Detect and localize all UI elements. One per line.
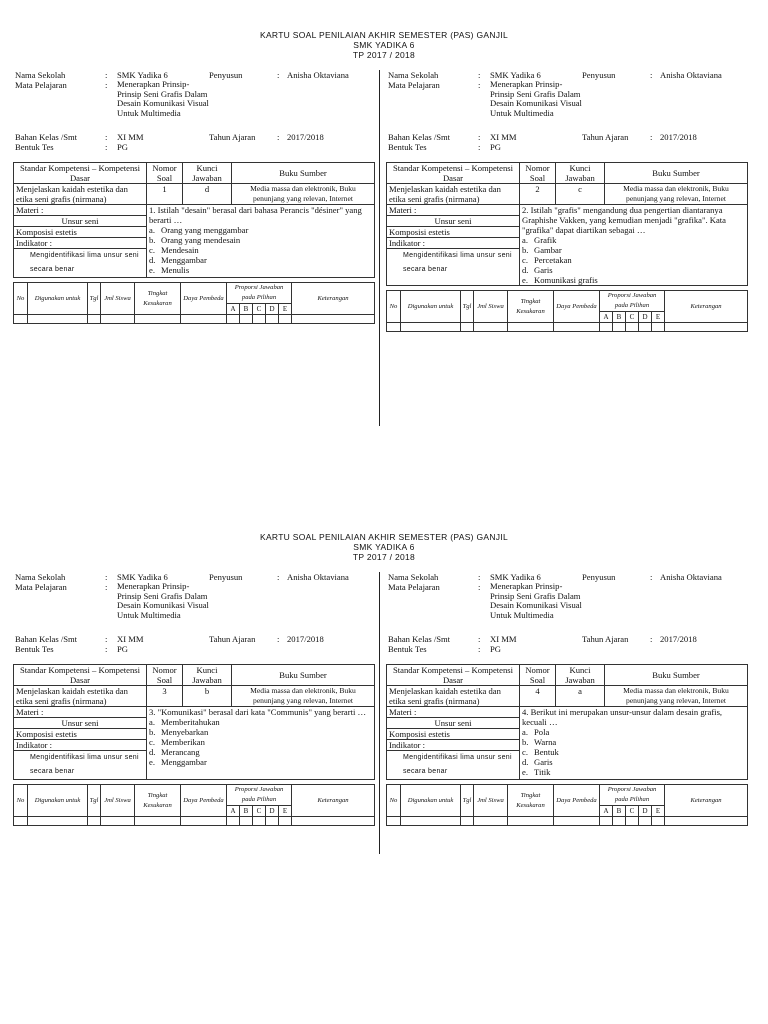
materi-table	[386, 707, 748, 780]
colon: :	[277, 572, 280, 582]
kompetensi-table	[13, 162, 375, 205]
col-a: A	[227, 806, 240, 817]
card-meta	[386, 70, 748, 162]
option-a	[522, 727, 745, 737]
value-nama-sekolah: SMK Yadika 6	[117, 572, 168, 582]
colon: :	[478, 634, 481, 644]
value-mata-pelajaran: Menerapkan Prinsip-Prinsip Seni Grafis Dalam Desain Komunikasi Visual Untuk Multimedia	[117, 581, 209, 620]
label-tahun-ajaran: Tahun Ajaran	[582, 634, 629, 644]
col-a: A	[227, 304, 240, 315]
colon: :	[478, 70, 481, 80]
col-keterangan: Keterangan	[292, 283, 375, 315]
header-kompetensi: Standar Kompetensi – Kompetensi Dasar	[14, 163, 147, 184]
kompetensi-table	[386, 664, 748, 707]
option-text: Orang yang mendesain	[161, 235, 241, 245]
col-no: No	[387, 785, 401, 817]
kunci-jawaban: b	[183, 686, 232, 707]
table-row	[387, 323, 748, 332]
header-kunci-jawaban: Kunci Jawaban	[183, 163, 232, 184]
col-tingkat-kesukaran: Tingkat Kesukaran	[508, 785, 554, 817]
indikator-label: Indikator :	[387, 740, 519, 751]
option-text: Menggambar	[161, 757, 207, 767]
label-bentuk-tes: Bentuk Tes	[388, 644, 427, 654]
col-tgl: Tgl	[88, 785, 101, 817]
option-letter: b.	[522, 245, 529, 255]
indikator-label: Indikator :	[387, 238, 519, 249]
value-bahan-kelas: XI MM	[490, 634, 517, 644]
analysis-table	[13, 784, 375, 826]
materi-indikator-cell	[387, 707, 520, 780]
option-text: Warna	[534, 737, 557, 747]
materi-label: Materi :	[387, 707, 519, 718]
option-text: Merancang	[161, 747, 200, 757]
colon: :	[650, 634, 653, 644]
option-list	[149, 717, 372, 767]
option-letter: d.	[149, 747, 156, 757]
colon: :	[650, 132, 653, 142]
colon: :	[478, 80, 481, 90]
label-tahun-ajaran: Tahun Ajaran	[209, 634, 256, 644]
materi-label: Materi :	[14, 707, 146, 718]
value-tahun-ajaran: 2017/2018	[287, 634, 324, 644]
colon: :	[277, 70, 280, 80]
option-a	[149, 225, 372, 235]
analysis-table	[13, 282, 375, 324]
option-b	[522, 737, 745, 747]
nomor-soal: 4	[520, 686, 556, 707]
header-nomor-soal: Nomor Soal	[147, 665, 183, 686]
materi-table	[13, 205, 375, 278]
col-jml-siswa: Jml Siswa	[101, 283, 135, 315]
header-kunci-jawaban: Kunci Jawaban	[556, 163, 605, 184]
option-text: Gambar	[534, 245, 562, 255]
colon: :	[478, 644, 481, 654]
page-header-bottom	[0, 532, 768, 562]
option-a	[522, 235, 745, 245]
col-digunakan: Digunakan untuk	[401, 785, 461, 817]
kompetensi-table	[386, 162, 748, 205]
colon: :	[105, 582, 108, 592]
materi-label: Materi :	[387, 205, 519, 216]
option-list	[149, 225, 372, 275]
question-text: 3. "Komunikasi" berasal dari kata "Communis" yang berarti …	[149, 707, 367, 717]
option-text: Garis	[534, 265, 553, 275]
label-penyusun: Penyusun	[582, 572, 616, 582]
materi-value: Unsur seni	[14, 718, 146, 729]
label-mata-pelajaran: Mata Pelajaran	[388, 582, 440, 592]
col-jml-siswa: Jml Siswa	[474, 291, 508, 323]
label-tahun-ajaran: Tahun Ajaran	[209, 132, 256, 142]
label-nama-sekolah: Nama Sekolah	[388, 70, 439, 80]
option-c	[522, 747, 745, 757]
colon: :	[277, 634, 280, 644]
value-penyusun: Anisha Oktaviana	[660, 572, 722, 582]
option-letter: c.	[522, 255, 528, 265]
materi-value-2: Komposisi estetis	[14, 227, 146, 238]
col-daya-pembeda: Daya Pembeda	[554, 785, 600, 817]
col-c: C	[626, 806, 639, 817]
col-d: D	[639, 806, 652, 817]
colon: :	[650, 70, 653, 80]
value-nama-sekolah: SMK Yadika 6	[490, 572, 541, 582]
col-e: E	[652, 312, 665, 323]
materi-value-2: Komposisi estetis	[387, 227, 519, 238]
header-buku-sumber: Buku Sumber	[232, 665, 375, 686]
col-c: C	[626, 312, 639, 323]
question-text: 4. Berikut ini merupakan unsur-unsur dalam desain grafis, kecuali …	[522, 707, 723, 727]
header-kunci-jawaban: Kunci Jawaban	[183, 665, 232, 686]
option-list	[522, 727, 745, 777]
option-text: Bentuk	[534, 747, 559, 757]
nomor-soal: 1	[147, 184, 183, 205]
nomor-soal: 2	[520, 184, 556, 205]
materi-table	[386, 205, 748, 286]
colon: :	[478, 142, 481, 152]
header-title: KARTU SOAL PENILAIAN AKHIR SEMESTER (PAS) GANJIL	[259, 30, 509, 40]
kompetensi-dasar: Menjelaskan kaidah estetika dan etika seni grafis (nirmana)	[14, 184, 147, 205]
table-row	[14, 315, 375, 324]
option-b	[149, 727, 372, 737]
option-letter: b.	[149, 235, 156, 245]
option-text: Pola	[534, 727, 550, 737]
col-daya-pembeda: Daya Pembeda	[181, 283, 227, 315]
colon: :	[277, 132, 280, 142]
card-meta	[13, 70, 375, 162]
col-keterangan: Keterangan	[665, 785, 748, 817]
option-d	[149, 747, 372, 757]
col-jml-siswa: Jml Siswa	[474, 785, 508, 817]
value-nama-sekolah: SMK Yadika 6	[490, 70, 541, 80]
buku-sumber: Media massa dan elektronik, Buku penunjang yang relevan, Internet	[232, 686, 375, 707]
option-d	[149, 255, 372, 265]
col-keterangan: Keterangan	[292, 785, 375, 817]
question-card-2	[386, 70, 748, 332]
colon: :	[478, 132, 481, 142]
card-meta	[13, 572, 375, 664]
label-mata-pelajaran: Mata Pelajaran	[15, 80, 67, 90]
option-letter: c.	[149, 737, 155, 747]
option-letter: e.	[522, 275, 528, 285]
col-d: D	[266, 806, 279, 817]
colon: :	[650, 572, 653, 582]
question-cell	[520, 205, 748, 286]
colon: :	[105, 70, 108, 80]
option-c	[149, 245, 372, 255]
col-no: No	[14, 785, 28, 817]
col-e: E	[279, 806, 292, 817]
kompetensi-dasar: Menjelaskan kaidah estetika dan etika seni grafis (nirmana)	[387, 184, 520, 205]
col-a: A	[600, 312, 613, 323]
table-row	[387, 817, 748, 826]
label-mata-pelajaran: Mata Pelajaran	[388, 80, 440, 90]
col-tingkat-kesukaran: Tingkat Kesukaran	[135, 785, 181, 817]
option-c	[149, 737, 372, 747]
col-e: E	[652, 806, 665, 817]
col-no: No	[387, 291, 401, 323]
buku-sumber: Media massa dan elektronik, Buku penunjang yang relevan, Internet	[605, 184, 748, 205]
col-proporsi: Proporsi Jawaban pada Pilihan	[227, 283, 292, 304]
question-card-3	[13, 572, 375, 826]
value-bentuk-tes: PG	[490, 142, 501, 152]
option-c	[522, 255, 745, 265]
value-tahun-ajaran: 2017/2018	[660, 634, 697, 644]
indikator-text: Mengidentifikasi lima unsur seni secara benar	[30, 252, 139, 273]
indikator-label: Indikator :	[14, 238, 146, 249]
value-penyusun: Anisha Oktaviana	[660, 70, 722, 80]
value-bahan-kelas: XI MM	[117, 132, 144, 142]
table-row	[14, 817, 375, 826]
col-daya-pembeda: Daya Pembeda	[181, 785, 227, 817]
question-card-1	[13, 70, 375, 324]
col-c: C	[253, 304, 266, 315]
analysis-table	[386, 290, 748, 332]
header-nomor-soal: Nomor Soal	[520, 665, 556, 686]
label-nama-sekolah: Nama Sekolah	[15, 572, 66, 582]
col-tingkat-kesukaran: Tingkat Kesukaran	[135, 283, 181, 315]
label-bahan-kelas: Bahan Kelas /Smt	[388, 634, 451, 644]
col-b: B	[613, 806, 626, 817]
option-text: Menyebarkan	[161, 727, 209, 737]
value-penyusun: Anisha Oktaviana	[287, 70, 349, 80]
column-divider-bottom	[379, 572, 380, 854]
header-school: SMK YADIKA 6	[353, 40, 415, 50]
value-mata-pelajaran: Menerapkan Prinsip-Prinsip Seni Grafis Dalam Desain Komunikasi Visual Untuk Multimedia	[117, 79, 209, 118]
option-text: Titik	[534, 767, 551, 777]
col-d: D	[639, 312, 652, 323]
header-kompetensi: Standar Kompetensi – Kompetensi Dasar	[387, 163, 520, 184]
option-letter: c.	[522, 747, 528, 757]
col-proporsi: Proporsi Jawaban pada Pilihan	[600, 785, 665, 806]
col-d: D	[266, 304, 279, 315]
buku-sumber: Media massa dan elektronik, Buku penunjang yang relevan, Internet	[232, 184, 375, 205]
label-bahan-kelas: Bahan Kelas /Smt	[15, 132, 78, 142]
column-divider-top	[379, 70, 380, 426]
option-text: Komunikasi grafis	[534, 275, 598, 285]
col-keterangan: Keterangan	[665, 291, 748, 323]
option-letter: a.	[149, 717, 155, 727]
label-bentuk-tes: Bentuk Tes	[15, 644, 54, 654]
kompetensi-dasar: Menjelaskan kaidah estetika dan etika seni grafis (nirmana)	[387, 686, 520, 707]
indikator-text: Mengidentifikasi lima unsur seni secara benar	[30, 754, 139, 775]
colon: :	[478, 582, 481, 592]
page-header-top	[0, 30, 768, 60]
indikator-text: Mengidentifikasi lima unsur seni secara benar	[403, 754, 512, 775]
header-buku-sumber: Buku Sumber	[605, 665, 748, 686]
colon: :	[105, 132, 108, 142]
value-bentuk-tes: PG	[117, 644, 128, 654]
col-proporsi: Proporsi Jawaban pada Pilihan	[227, 785, 292, 806]
materi-indikator-cell	[387, 205, 520, 286]
colon: :	[105, 142, 108, 152]
option-b	[522, 245, 745, 255]
kompetensi-dasar: Menjelaskan kaidah estetika dan etika seni grafis (nirmana)	[14, 686, 147, 707]
value-bahan-kelas: XI MM	[117, 634, 144, 644]
col-tingkat-kesukaran: Tingkat Kesukaran	[508, 291, 554, 323]
buku-sumber: Media massa dan elektronik, Buku penunjang yang relevan, Internet	[605, 686, 748, 707]
header-school: SMK YADIKA 6	[353, 542, 415, 552]
colon: :	[105, 80, 108, 90]
materi-indikator-cell	[14, 205, 147, 278]
materi-value-2: Komposisi estetis	[14, 729, 146, 740]
indikator-text: Mengidentifikasi lima unsur seni secara benar	[403, 252, 512, 273]
kunci-jawaban: c	[556, 184, 605, 205]
header-buku-sumber: Buku Sumber	[232, 163, 375, 184]
value-bentuk-tes: PG	[490, 644, 501, 654]
option-e	[149, 265, 372, 275]
option-d	[522, 265, 745, 275]
value-mata-pelajaran: Menerapkan Prinsip-Prinsip Seni Grafis Dalam Desain Komunikasi Visual Untuk Multimedia	[490, 581, 582, 620]
question-text: 2. Istilah "grafis" mengandung dua pengertian diantaranya Graphishe Vakken, yang kemudian menjadi "grafika". Kata "grafika" dapat diartikan sebagai …	[522, 205, 726, 235]
value-tahun-ajaran: 2017/2018	[287, 132, 324, 142]
option-text: Menulis	[161, 265, 190, 275]
label-nama-sekolah: Nama Sekolah	[15, 70, 66, 80]
value-bentuk-tes: PG	[117, 142, 128, 152]
kunci-jawaban: a	[556, 686, 605, 707]
col-c: C	[253, 806, 266, 817]
value-tahun-ajaran: 2017/2018	[660, 132, 697, 142]
colon: :	[105, 634, 108, 644]
option-letter: d.	[522, 265, 529, 275]
option-a	[149, 717, 372, 727]
col-tgl: Tgl	[88, 283, 101, 315]
header-kompetensi: Standar Kompetensi – Kompetensi Dasar	[387, 665, 520, 686]
option-letter: b.	[149, 727, 156, 737]
value-bahan-kelas: XI MM	[490, 132, 517, 142]
option-d	[522, 757, 745, 767]
col-b: B	[240, 304, 253, 315]
col-digunakan: Digunakan untuk	[401, 291, 461, 323]
col-e: E	[279, 304, 292, 315]
header-buku-sumber: Buku Sumber	[605, 163, 748, 184]
materi-value: Unsur seni	[387, 216, 519, 227]
value-nama-sekolah: SMK Yadika 6	[117, 70, 168, 80]
col-jml-siswa: Jml Siswa	[101, 785, 135, 817]
option-text: Grafik	[534, 235, 557, 245]
col-tgl: Tgl	[461, 291, 474, 323]
materi-indikator-cell	[14, 707, 147, 780]
card-meta	[386, 572, 748, 664]
value-mata-pelajaran: Menerapkan Prinsip-Prinsip Seni Grafis Dalam Desain Komunikasi Visual Untuk Multimedia	[490, 79, 582, 118]
header-kunci-jawaban: Kunci Jawaban	[556, 665, 605, 686]
header-kompetensi: Standar Kompetensi – Kompetensi Dasar	[14, 665, 147, 686]
label-tahun-ajaran: Tahun Ajaran	[582, 132, 629, 142]
col-tgl: Tgl	[461, 785, 474, 817]
materi-value-2: Komposisi estetis	[387, 729, 519, 740]
label-penyusun: Penyusun	[209, 572, 243, 582]
option-e	[149, 757, 372, 767]
label-nama-sekolah: Nama Sekolah	[388, 572, 439, 582]
label-penyusun: Penyusun	[209, 70, 243, 80]
option-e	[522, 767, 745, 777]
materi-value: Unsur seni	[387, 718, 519, 729]
label-penyusun: Penyusun	[582, 70, 616, 80]
option-text: Memberitahukan	[161, 717, 220, 727]
header-nomor-soal: Nomor Soal	[520, 163, 556, 184]
option-text: Memberikan	[161, 737, 205, 747]
label-mata-pelajaran: Mata Pelajaran	[15, 582, 67, 592]
header-title: KARTU SOAL PENILAIAN AKHIR SEMESTER (PAS) GANJIL	[259, 532, 509, 542]
option-letter: c.	[149, 245, 155, 255]
col-daya-pembeda: Daya Pembeda	[554, 291, 600, 323]
option-text: Mendesain	[161, 245, 199, 255]
option-letter: a.	[522, 235, 528, 245]
option-letter: e.	[522, 767, 528, 777]
header-year: TP 2017 / 2018	[352, 552, 416, 562]
indikator-label: Indikator :	[14, 740, 146, 751]
value-penyusun: Anisha Oktaviana	[287, 572, 349, 582]
col-digunakan: Digunakan untuk	[28, 283, 88, 315]
analysis-table	[386, 784, 748, 826]
header-year: TP 2017 / 2018	[352, 50, 416, 60]
option-text: Menggambar	[161, 255, 207, 265]
question-cell	[520, 707, 748, 780]
kompetensi-table	[13, 664, 375, 707]
label-bahan-kelas: Bahan Kelas /Smt	[388, 132, 451, 142]
option-text: Orang yang menggambar	[161, 225, 249, 235]
option-b	[149, 235, 372, 245]
materi-label: Materi :	[14, 205, 146, 216]
option-letter: a.	[522, 727, 528, 737]
option-letter: d.	[149, 255, 156, 265]
materi-table	[13, 707, 375, 780]
col-b: B	[613, 312, 626, 323]
question-text: 1. Istilah "desain" berasal dari bahasa Perancis "désiner" yang berarti …	[149, 205, 362, 225]
label-bentuk-tes: Bentuk Tes	[388, 142, 427, 152]
colon: :	[105, 572, 108, 582]
option-e	[522, 275, 745, 285]
nomor-soal: 3	[147, 686, 183, 707]
col-no: No	[14, 283, 28, 315]
option-letter: d.	[522, 757, 529, 767]
option-letter: e.	[149, 265, 155, 275]
label-bentuk-tes: Bentuk Tes	[15, 142, 54, 152]
col-a: A	[600, 806, 613, 817]
question-cell	[147, 707, 375, 780]
question-card-4	[386, 572, 748, 826]
col-b: B	[240, 806, 253, 817]
option-list	[522, 235, 745, 285]
option-text: Percetakan	[534, 255, 572, 265]
colon: :	[478, 572, 481, 582]
col-digunakan: Digunakan untuk	[28, 785, 88, 817]
option-letter: e.	[149, 757, 155, 767]
question-cell	[147, 205, 375, 278]
option-letter: b.	[522, 737, 529, 747]
option-letter: a.	[149, 225, 155, 235]
header-nomor-soal: Nomor Soal	[147, 163, 183, 184]
colon: :	[105, 644, 108, 654]
materi-value: Unsur seni	[14, 216, 146, 227]
label-bahan-kelas: Bahan Kelas /Smt	[15, 634, 78, 644]
option-text: Garis	[534, 757, 553, 767]
kunci-jawaban: d	[183, 184, 232, 205]
col-proporsi: Proporsi Jawaban pada Pilihan	[600, 291, 665, 312]
